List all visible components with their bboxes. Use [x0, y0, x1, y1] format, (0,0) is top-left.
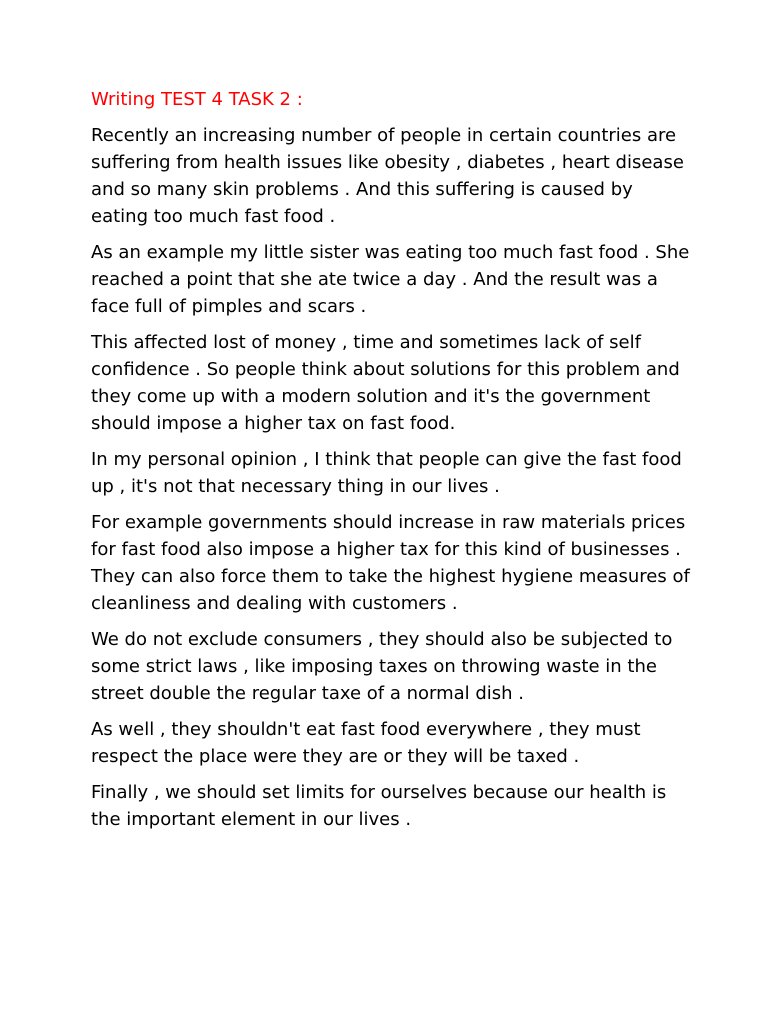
- paragraph-2: [91, 239, 691, 320]
- paragraph-line: and so many skin problems . And this suffering is caused by: [91, 179, 633, 200]
- document-title: Writing TEST 4 TASK 2 :: [91, 89, 303, 110]
- paragraph-4: [91, 446, 691, 500]
- paragraph-line: should impose a higher tax on fast food.: [91, 413, 456, 434]
- paragraph-line: They can also force them to take the highest hygiene measures of: [91, 566, 690, 587]
- paragraph-line: confidence . So people think about solutions for this problem and: [91, 359, 680, 380]
- paragraph-line: We do not exclude consumers , they should also be subjected to: [91, 629, 673, 650]
- paragraph-line: As an example my little sister was eating too much fast food . She: [91, 242, 690, 263]
- paragraph-6: [91, 626, 691, 707]
- paragraph-line: up , it's not that necessary thing in our lives .: [91, 476, 500, 497]
- paragraph-8: [91, 779, 691, 833]
- paragraph-line: some strict laws , like imposing taxes on throwing waste in the: [91, 656, 657, 677]
- paragraph-line: they come up with a modern solution and it's the government: [91, 386, 651, 407]
- paragraph-line: This affected lost of money , time and sometimes lack of self: [91, 332, 641, 353]
- paragraph-1: [91, 122, 691, 230]
- paragraph-3: [91, 329, 691, 437]
- paragraph-7: [91, 716, 691, 770]
- document-content: [91, 86, 691, 842]
- paragraph-line: cleanliness and dealing with customers .: [91, 593, 458, 614]
- paragraph-line: For example governments should increase in raw materials prices: [91, 512, 686, 533]
- paragraph-line: respect the place were they are or they will be taxed .: [91, 746, 580, 767]
- paragraph-5: [91, 509, 691, 617]
- paragraph-line: reached a point that she ate twice a day . And the result was a: [91, 269, 658, 290]
- paragraph-line: face full of pimples and scars .: [91, 296, 367, 317]
- paragraph-line: the important element in our lives .: [91, 809, 412, 830]
- paragraph-line: for fast food also impose a higher tax for this kind of businesses .: [91, 539, 681, 560]
- paragraph-line: Finally , we should set limits for ourselves because our health is: [91, 782, 667, 803]
- paragraph-line: In my personal opinion , I think that people can give the fast food: [91, 449, 682, 470]
- paragraph-line: suffering from health issues like obesity , diabetes , heart disease: [91, 152, 684, 173]
- paragraph-line: As well , they shouldn't eat fast food everywhere , they must: [91, 719, 641, 740]
- paragraph-line: eating too much fast food .: [91, 206, 336, 227]
- paragraph-line: street double the regular taxe of a normal dish .: [91, 683, 525, 704]
- paragraph-line: Recently an increasing number of people in certain countries are: [91, 125, 677, 146]
